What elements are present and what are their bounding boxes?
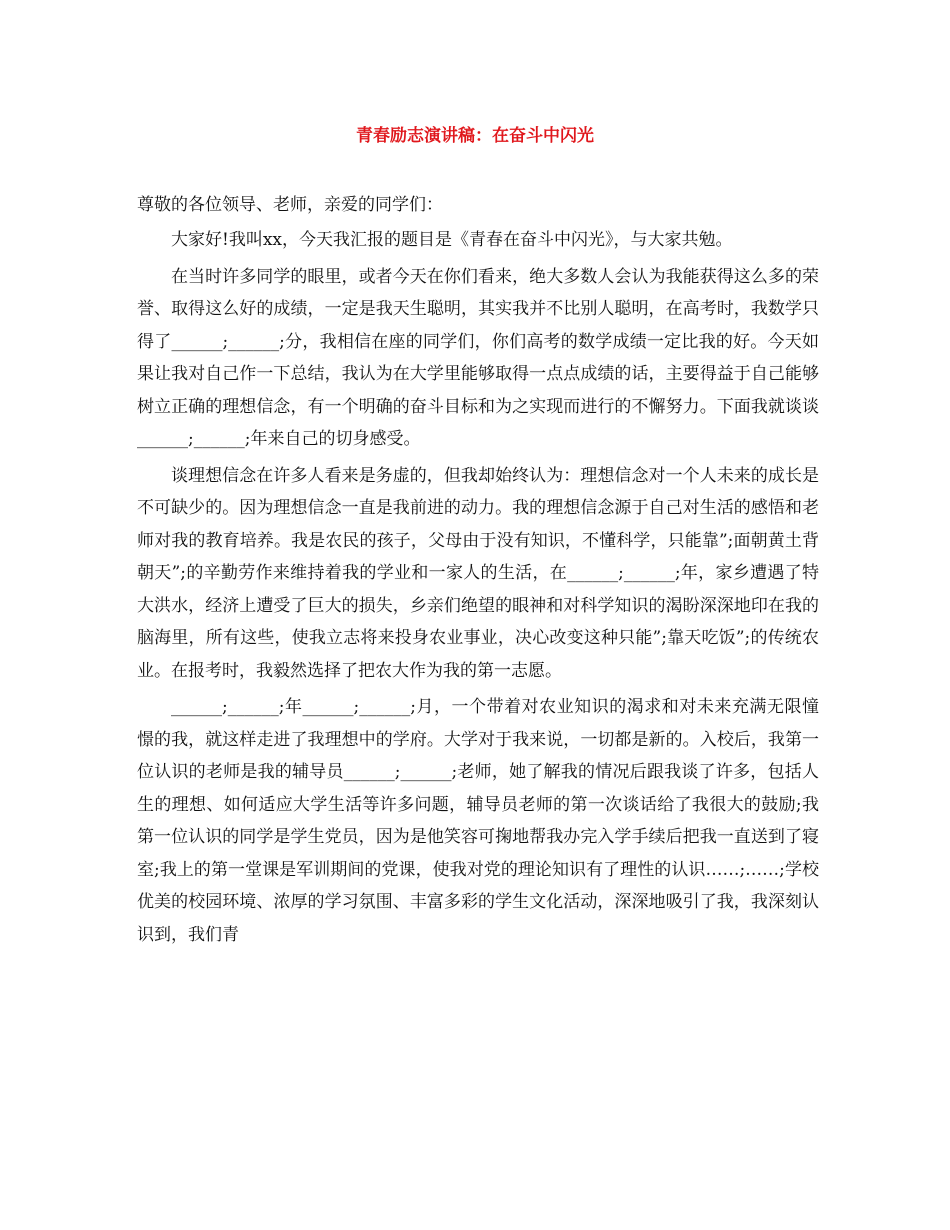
salutation: 尊敬的各位领导、老师，亲爱的同学们： [137, 195, 443, 215]
paragraph-university: ______;______;年______;______;月，一个带着对农业知识的渴求和对未来充满无限憧憬的我，就这样走进了我理想中的学府。大学对于我来说，一切都是新的。入校后，我第一位认识的老师是我的辅导员______;______;老师，她了解我的情况后跟我谈了许多，包括人生的理想、如何适应大学生活等许多问题，辅导员老师的第一次谈话给了我很大的鼓励;我第一位认识的同学是学生党员，因为是他笑容可掬地帮我办完入学手续后把我一直送到了寝室;我上的第一堂课是军训期间的党课，使我对党的理论知识有了理性的认识……;……;学校优美的校园环境、浓厚的学习氛围、丰富多彩的学生文化活动，深深地吸引了我，我深刻认识到，我们青 [137, 697, 819, 945]
paragraph-greeting: 大家好!我叫xx，今天我汇报的题目是《青春在奋斗中闪光》，与大家共勉。 [171, 230, 733, 250]
document-body [137, 190, 819, 955]
document-title: 青春励志演讲稿：在奋斗中闪光 [356, 126, 594, 146]
paragraph-intro: 在当时许多同学的眼里，或者今天在你们看来，绝大多数人会认为我能获得这么多的荣誉、取得这么好的成绩，一定是我天生聪明，其实我并不比别人聪明，在高考时，我数学只得了______;______;分，我相信在座的同学们，你们高考的数学成绩一定比我的好。今天如果让我对自己作一下总结，我认为在大学里能够取得一点点成绩的话，主要得益于自己能够树立正确的理想信念，有一个明确的奋斗目标和为之实现而进行的不懈努力。下面我就谈谈______;______;年来自己的切身感受。 [137, 266, 819, 449]
paragraph-ideals: 谈理想信念在许多人看来是务虚的，但我却始终认为：理想信念对一个人未来的成长是不可缺少的。因为理想信念一直是我前进的动力。我的理想信念源于自己对生活的感悟和老师对我的教育培养。我是农民的孩子，父母由于没有知识，不懂科学，只能靠”;面朝黄土背朝天”;的辛勤劳作来维持着我的学业和一家人的生活，在______;______;年，家乡遭遇了特大洪水，经济上遭受了巨大的损失，乡亲们绝望的眼神和对科学知识的渴盼深深地印在我的脑海里，所有这些，使我立志将来投身农业事业，决心改变这种只能”;靠天吃饭”;的传统农业。在报考时，我毅然选择了把农大作为我的第一志愿。 [137, 465, 819, 681]
